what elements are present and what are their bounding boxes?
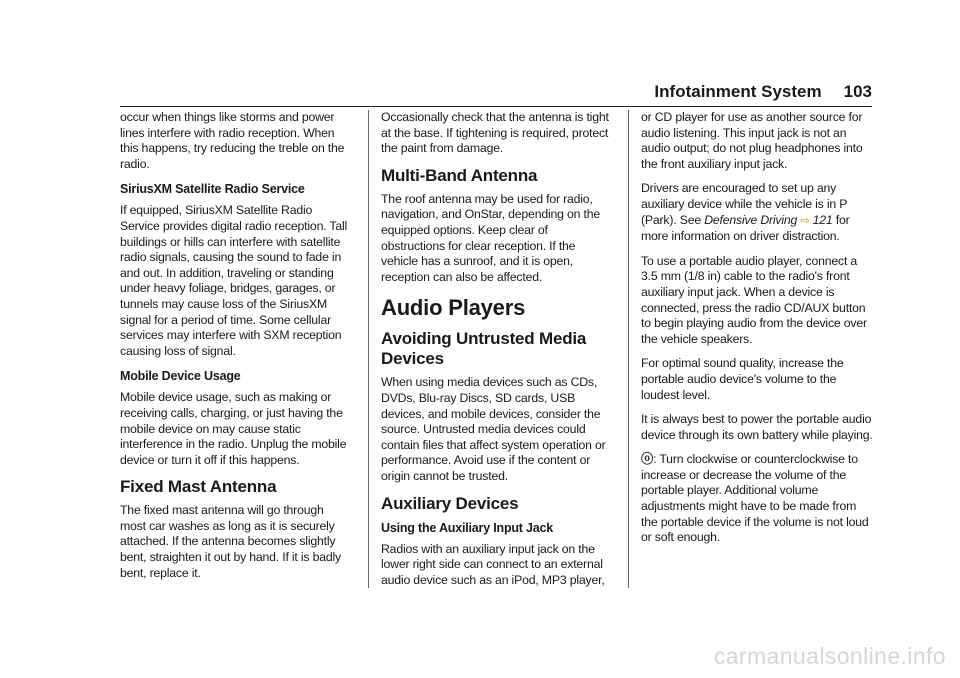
paragraph-text: for more information on driver distraction. xyxy=(641,212,850,244)
cross-reference-page[interactable]: 121 xyxy=(812,212,833,227)
heading-multi-band-antenna: Multi-Band Antenna xyxy=(381,165,538,185)
paragraph: Occasionally check that the antenna is tight at the base. If tightening is required, protect the paint from damage. xyxy=(381,110,609,156)
heading-avoiding-untrusted-media: Avoiding Untrusted Media Devices xyxy=(381,329,587,369)
paragraph: or CD player for use as another source for audio listening. This input jack is not an audio output; do not plug headphones into the front auxiliary input jack. xyxy=(641,110,863,171)
heading-mobile-device-usage: Mobile Device Usage xyxy=(120,369,241,384)
paragraph-with-reference xyxy=(641,181,873,244)
watermark: carmanualsonline.info xyxy=(713,643,946,669)
paragraph: When using media devices such as CDs, DVDs, Blu-ray Discs, SD cards, USB devices, and mobile devices, consider the source. Untrusted media devices could contain files that affect system operation or performance. Avoid use if the content or origin cannot be trusted. xyxy=(381,375,606,483)
page-reference-arrow-icon: ⇨ xyxy=(800,214,810,227)
column-divider xyxy=(368,110,369,588)
page-header xyxy=(654,82,872,102)
cross-reference-title[interactable]: Defensive Driving xyxy=(704,212,798,227)
paragraph: The fixed mast antenna will go through most car washes as long as it is securely attached. If the antenna becomes slightly bent, straighten it out by hand. If it is badly bent, replace it. xyxy=(120,503,341,580)
paragraph-text: Drivers are encouraged to set up any auxiliary device while the vehicle is in P (Park). See xyxy=(641,181,847,227)
column-3 xyxy=(641,110,873,555)
paragraph: To use a portable audio player, connect a 3.5 mm (1/8 in) cable to the radio's front auxiliary input jack. When a device is connected, press the radio CD/AUX button to begin playing audio from the device over the vehicle speakers. xyxy=(641,253,867,346)
page-number: 103 xyxy=(843,82,872,101)
paragraph-with-icon xyxy=(641,452,873,546)
icon-colon: : xyxy=(653,452,657,467)
paragraph: occur when things like storms and power lines interfere with radio reception. When this happens, try reducing the treble on the radio. xyxy=(120,110,345,171)
paragraph: For optimal sound quality, increase the portable audio device's volume to the loudest level. xyxy=(641,356,844,402)
power-volume-knob-icon: ⓞ xyxy=(641,452,654,467)
column-1 xyxy=(120,110,352,590)
section-title: Infotainment System xyxy=(654,82,822,101)
paragraph: It is always best to power the portable audio device through its own battery while playing. xyxy=(641,412,873,442)
paragraph: Radios with an auxiliary input jack on the lower right side can connect to an external audio device such as an iPod, MP3 player, xyxy=(381,541,605,587)
column-divider xyxy=(628,110,629,588)
paragraph: The roof antenna may be used for radio, navigation, and OnStar, depending on the equipped options. Keep clear of obstructions for clear reception. If the vehicle has a sunroof, and it is open, reception can also be affected. xyxy=(381,191,600,284)
paragraph: If equipped, SiriusXM Satellite Radio Service provides digital radio reception. Tall buildings or hills can interfere with satellite radio signals, causing the sound to fade in and out. In addition, traveling or standing under heavy foliage, bridges, garages, or tunnels may cause loss of the SiriusXM signal for a period of time. Some cellular services may interfere with SXM reception causing loss of signal. xyxy=(120,203,348,358)
paragraph: Mobile device usage, such as making or receiving calls, charging, or just having the mobile device on may cause static interference in the radio. Unplug the mobile device or turn it off if this happens. xyxy=(120,390,347,467)
column-2 xyxy=(381,110,613,597)
heading-fixed-mast-antenna: Fixed Mast Antenna xyxy=(120,477,277,497)
heading-using-aux-input-jack: Using the Auxiliary Input Jack xyxy=(381,520,554,535)
heading-siriusxm: SiriusXM Satellite Radio Service xyxy=(120,182,305,197)
header-divider xyxy=(120,106,872,107)
paragraph-text: Turn clockwise or counterclockwise to increase or decrease the volume of the portable player. Additional volume adjustments might have to be made from the portable device if the volume is not loud or soft enough. xyxy=(641,452,869,545)
heading-auxiliary-devices: Auxiliary Devices xyxy=(381,493,519,513)
heading-audio-players: Audio Players xyxy=(381,295,526,321)
